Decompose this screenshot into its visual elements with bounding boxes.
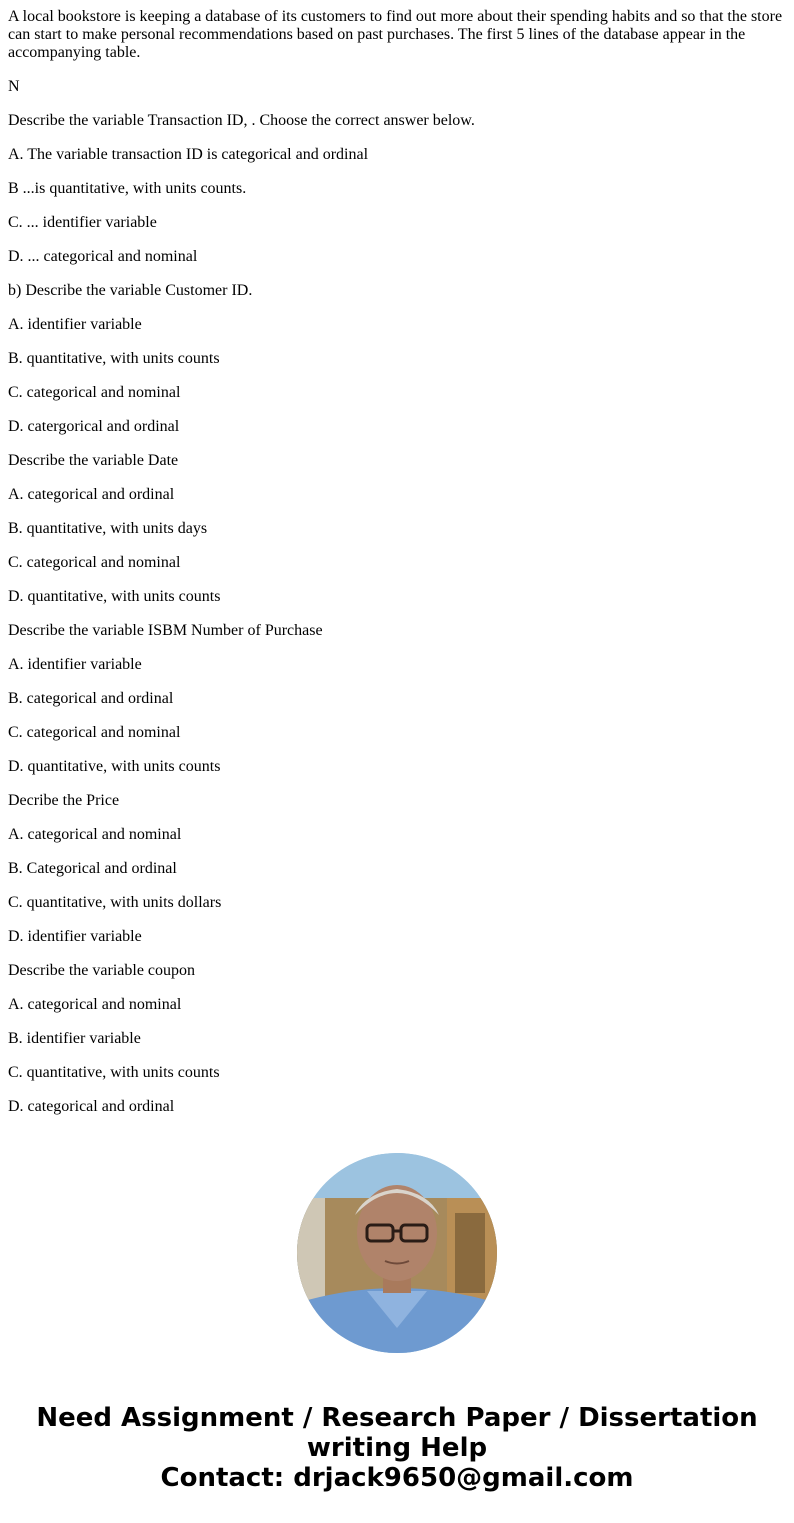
answer-option: A. categorical and ordinal: [8, 486, 175, 503]
answer-option: B. quantitative, with units days: [8, 520, 208, 537]
question-heading: b) Describe the variable Customer ID.: [8, 282, 253, 299]
question-heading: Describe the variable Date: [8, 452, 179, 469]
promo-footer: [0, 1403, 794, 1493]
contact-line: Contact: drjack9650@gmail.com: [160, 1463, 634, 1493]
answer-option: D. categorical and ordinal: [8, 1098, 175, 1115]
answer-option: C. ... identifier variable: [8, 214, 157, 231]
answer-option: C. categorical and nominal: [8, 724, 181, 741]
intro-paragraph: A local bookstore is keeping a database of its customers to find out more about their spending habits and so that the store can start to make personal recommendations based on past purchases. The first 5 lines of the database appear in the accompanying table.: [8, 8, 783, 61]
text-line: N: [8, 78, 20, 95]
answer-option: B ...is quantitative, with units counts.: [8, 180, 247, 197]
answer-option: B. quantitative, with units counts: [8, 350, 220, 367]
question-content: [8, 0, 788, 1116]
answer-option: B. categorical and ordinal: [8, 690, 174, 707]
answer-option: A. categorical and nominal: [8, 996, 182, 1013]
answer-option: C. categorical and nominal: [8, 554, 181, 571]
answer-option: C. categorical and nominal: [8, 384, 181, 401]
author-avatar: [297, 1153, 497, 1353]
answer-option: B. identifier variable: [8, 1030, 141, 1047]
answer-option: D. quantitative, with units counts: [8, 758, 221, 775]
question-heading: Describe the variable ISBM Number of Purchase: [8, 622, 323, 639]
answer-option: D. quantitative, with units counts: [8, 588, 221, 605]
answer-option: A. The variable transaction ID is categorical and ordinal: [8, 146, 369, 163]
question-heading: Describe the variable Transaction ID, . Choose the correct answer below.: [8, 112, 475, 129]
answer-option: C. quantitative, with units dollars: [8, 894, 222, 911]
answer-option: A. identifier variable: [8, 656, 142, 673]
question-heading: Describe the variable coupon: [8, 962, 196, 979]
portrait-image: [297, 1153, 497, 1353]
answer-option: B. Categorical and ordinal: [8, 860, 177, 877]
answer-option: C. quantitative, with units counts: [8, 1064, 220, 1081]
answer-option: D. identifier variable: [8, 928, 142, 945]
answer-option: A. identifier variable: [8, 316, 142, 333]
promo-line: Need Assignment / Research Paper / Dissertation: [36, 1403, 758, 1433]
answer-option: D. ... categorical and nominal: [8, 248, 198, 265]
answer-option: A. categorical and nominal: [8, 826, 182, 843]
answer-option: D. catergorical and ordinal: [8, 418, 180, 435]
question-heading: Decribe the Price: [8, 792, 120, 809]
promo-line: writing Help: [306, 1433, 488, 1463]
